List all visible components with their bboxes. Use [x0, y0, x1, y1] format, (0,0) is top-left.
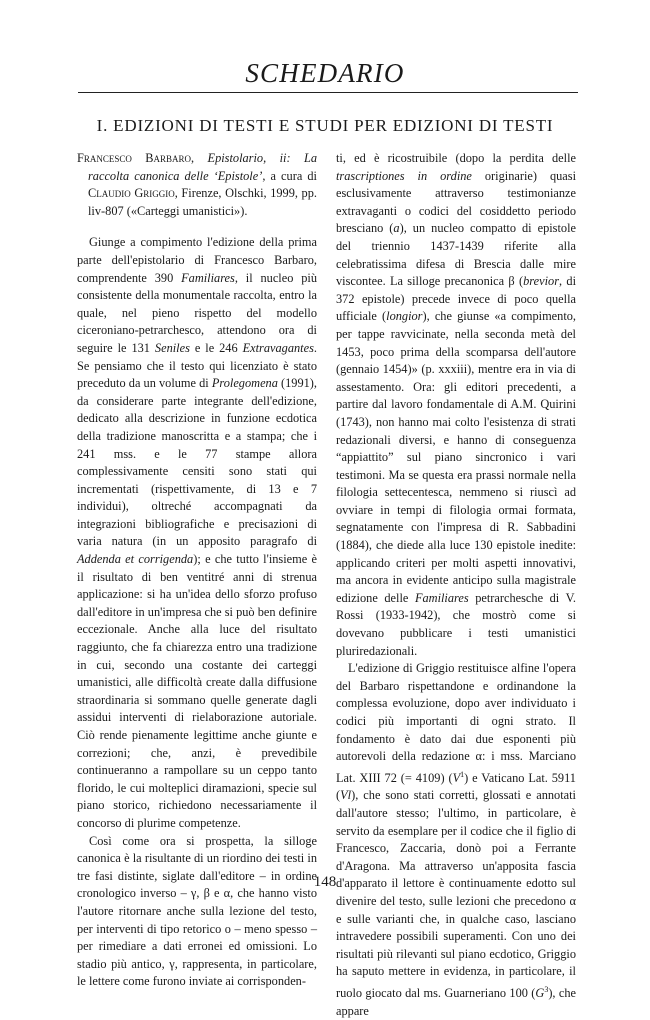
header-rule — [78, 92, 578, 93]
italic-text: Extravagantes — [242, 340, 314, 355]
text-run: L'edizione di Griggio restituisce alfine l'opera del Barbaro rispettandone e ordinandone la complessa evoluzione, dopo aver individuato i codici più importanti di ogni strato. Il fondamento è dato dai due esponenti più autorevoli della redazione α: i mss. Marciano Lat. XIII 72 (= 4109) ( — [336, 661, 576, 785]
paragraph: Così come ora si prospetta, la silloge canonica è la risultante di un riordino dei testi in tre fasi distinte, siglate dall'editore – in ordine cronologico inverso – γ, β e α, che hanno visto l'autore ritornare anche sulla lezione del testo, per interventi di tipo retorico o – meno spesso – per rimediare a dati erronei ed omissioni. Lo stadio più antico, γ, rappresenta, in particolare, le lettere come furono inviate ai corrisponden- — [77, 833, 317, 989]
italic-text: a — [393, 221, 400, 236]
section-heading: I. EDIZIONI DI TESTI E STUDI PER EDIZIONI DI TESTI — [96, 116, 554, 135]
text-run: ); e che tutto l'insieme è il risultato di ben ventitré anni di strenua applicazione: si ha un'idea dello sforzo profuso dall'editore in un'impresa che si può ben definire eccezionale. Anche alla luce del risultato raggiunto, che fa chiarezza entro una tradizione in cui, secondo una costante dei carteggi umanistici, alle difficoltà create dalla diffusione straordinaria si sommano quelle generate dagli assidui interventi di rielaborazione autoriale. Ciò rende pienamente legittime anche giunte e correzioni; che, anzi, è prevedibile continueranno a rampollare su un ceppo tanto florido, le cui molteplici diramazioni, specie sul piano storico, richiedono necessariamente il concorso di plurime competenze. — [77, 552, 317, 830]
italic-text: G — [535, 986, 545, 1001]
text-run: ), che appare — [336, 986, 576, 1018]
paragraph — [336, 150, 576, 660]
entry-curator-prefix: , a cura di — [262, 168, 317, 183]
italic-text: Prolegomena — [211, 376, 278, 391]
paragraph — [336, 660, 576, 1020]
text-run: ), un nucleo compatto di epistole del triennio 1437-1439 riferite alla celebratissima difesa di Brescia dalle mire viscontee. La silloge precanonica β ( — [336, 221, 576, 289]
entry-publication: , Firenze, Olschki, 1999, pp. liv-807 («Carteggi umanistici»). — [88, 186, 317, 218]
text-run: , il nucleo più consistente della monumentale raccolta, entro la quale, nel pieno rispetto del modello ciceroniano-petrarchesco, attendono ora di seguire le 131 — [77, 270, 317, 355]
italic-text: Familiares — [414, 590, 469, 605]
text-run: e le 246 — [189, 340, 243, 355]
italic-text: longior — [386, 309, 423, 324]
italic-text: Familiares — [181, 270, 235, 285]
bibliographic-entry — [77, 150, 317, 220]
page-number: 148 — [313, 874, 337, 890]
text-run: (1991), da considerare parte integrante dell'edizione, dedicato alla descrizione in funzione ecdotica della tradizione manoscritta e a stampa; che i 241 mss. e le 77 stampe allora complessivamente censiti sono stati qui incrementati (rispettivamente, di 13 e 7 individui), oltreché accompagnati da integrazioni bibliografiche e precisazioni di varia natura (in un apposito paragrafo di — [77, 376, 317, 549]
text-run: , di 372 epistole) precede invece di poco quella ufficiale ( — [336, 274, 576, 324]
text-run: ), che giunse «a compimento, per tappe ravvicinate, nella seconda metà del 1453, poco prima della scomparsa dell'autore (gennaio 1454)» (p. xxxiii), mentre era in via di assestamento. Ora: gli editori precedenti, a partire dal lavoro fondamentale di A.M. Quirini (1743), non hanno mai colto l'esistenza di strati redazionali diversi, e hanno di conseguenza “appiattito” sul piano sincronico i vari testimoni. Ma se questa era prassi normale nella filologia settecentesca, nemmeno si riuscì ad ovviare in tempi di filologia ormai formata, segnatamente con l'impresa di R. Sabbadini (1884), che diede alla luce 130 epistole inedite: applicando criteri per molti aspetti innovativi, ma ancora in evidente anticipo sulla magistrale edizione delle — [336, 309, 577, 605]
text-run: ) e Vaticano Lat. 5911 ( — [336, 770, 576, 803]
italic-text: brevior — [523, 274, 560, 289]
entry-curator: Claudio Griggio — [88, 186, 175, 201]
entry-author: Francesco Barbaro — [77, 151, 192, 165]
paragraph — [77, 234, 317, 832]
italic-text: V — [452, 770, 461, 785]
italic-text: Seniles — [154, 340, 190, 355]
italic-text: Addenda et corrigenda — [77, 552, 194, 567]
running-head: SCHEDARIO — [245, 58, 405, 88]
superscript-text: 3 — [544, 985, 549, 995]
superscript-text: 1 — [460, 769, 465, 779]
text-run: ti, ed è ricostruibile (dopo la perdita delle — [336, 151, 576, 165]
text-run: ), che sono stati corretti, glossati e annotati dall'autore stesso; l'ultimo, in particolare, è servito da esemplare per il codice che il figlio di Francesco, Zaccaria, donò poi a Ferrante d'Aragona. Ma attraverso un'apposita fascia d'apparato il lettore è continuamente edotto sul divenire del testo, sulle lezioni che precedono α e sulle varianti che, in qualche caso, lasciano intravedere possibili superamenti. Con uno dei risultati più rilevanti sul piano ecdotico, Griggio ha saputo mettere in evidenza, in particolare, il ruolo giocato dal ms. Guarneriano 100 ( — [336, 788, 576, 1001]
left-column — [77, 150, 317, 991]
text-run: . Se pensiamo che il testo qui licenziato è stato preceduto da un volume di — [77, 340, 317, 391]
entry-title: Epistolario, ii: La raccolta canonica delle ‘Epistole’ — [88, 151, 317, 183]
italic-text: Vl — [340, 788, 352, 803]
entry-separator: , — [191, 151, 208, 165]
italic-text: trascriptiones in ordine — [336, 168, 472, 183]
text-run: petrarchesche di V. Rossi (1933-1942), che mostrò come si dovevano pubblicare i testi umanistici pluriredazionali. — [336, 590, 576, 658]
text-run: Giunge a compimento l'edizione della prima parte dell'epistolario di Francesco Barbaro, comprendente 390 — [77, 235, 317, 285]
text-run: originarie) quasi esclusivamente attraverso testimonianze extravaganti o codici del cosiddetto periodo bresciano ( — [336, 168, 577, 236]
